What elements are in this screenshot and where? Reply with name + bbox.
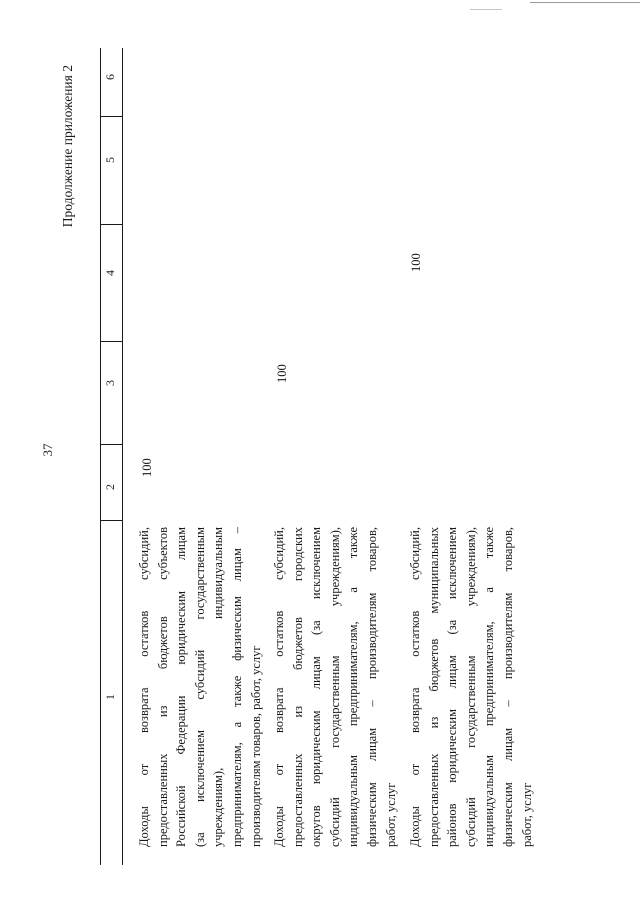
text-line: индивидуальным предпринимателям, а также <box>346 527 361 847</box>
column-number-4: 4 <box>103 270 117 276</box>
table-row-2-description <box>270 527 400 847</box>
text-line: индивидуальным предпринимателям, а также <box>482 527 497 847</box>
column-number-2: 2 <box>103 484 117 490</box>
text-line: предоставленных из бюджетов муниципальных <box>426 527 441 847</box>
table-row-2-value: 100 <box>275 364 289 383</box>
column-number-1: 1 <box>103 694 117 700</box>
text-line: районов юридическим лицам (за исключением <box>445 527 460 847</box>
text-line: учреждениям), индивидуальным <box>211 527 226 847</box>
text-line: Российской Федерации юридическим лицам <box>174 527 189 847</box>
text-line: округов юридическим лицам (за исключением <box>309 527 324 847</box>
page-number: 37 <box>40 443 55 457</box>
text-line: предпринимателям, а также физическим лицам – <box>229 527 244 847</box>
text-line: (за исключением субсидий государственным <box>192 527 207 847</box>
text-line: производителям товаров, работ, услуг <box>248 645 263 847</box>
table-header-bottom-rule <box>122 48 123 865</box>
text-line: субсидий государственным учреждениям), <box>327 527 342 847</box>
column-number-6: 6 <box>103 74 117 80</box>
text-line: физическим лицам – производителям товаров, <box>364 527 379 847</box>
column-divider <box>100 444 122 445</box>
text-line: субсидий государственным учреждениям), <box>463 527 478 847</box>
table-row-3-description <box>406 527 536 847</box>
text-line: Доходы от возврата остатков субсидий, <box>272 527 286 847</box>
table-header-top-rule <box>100 48 101 865</box>
table-row-1-description <box>135 527 265 847</box>
column-divider <box>100 224 122 225</box>
table-row-3-value: 100 <box>409 253 423 272</box>
column-divider <box>100 341 122 342</box>
table-row-1-value: 100 <box>140 458 154 477</box>
column-number-5: 5 <box>103 157 117 163</box>
text-line: предоставленных из бюджетов городских <box>290 527 305 847</box>
continuation-caption: Продолжение приложения 2 <box>60 65 75 228</box>
text-line: Доходы от возврата остатков субсидий, <box>408 527 422 847</box>
text-line: работ, услуг <box>383 782 398 847</box>
column-divider <box>100 116 122 117</box>
column-divider <box>100 520 122 521</box>
text-line: Доходы от возврата остатков субсидий, <box>137 527 151 847</box>
text-line: физическим лицам – производителям товаров, <box>500 527 515 847</box>
text-line: работ, услуг <box>519 782 534 847</box>
text-line: предоставленных из бюджетов субъектов <box>155 527 170 847</box>
column-number-3: 3 <box>103 380 117 386</box>
